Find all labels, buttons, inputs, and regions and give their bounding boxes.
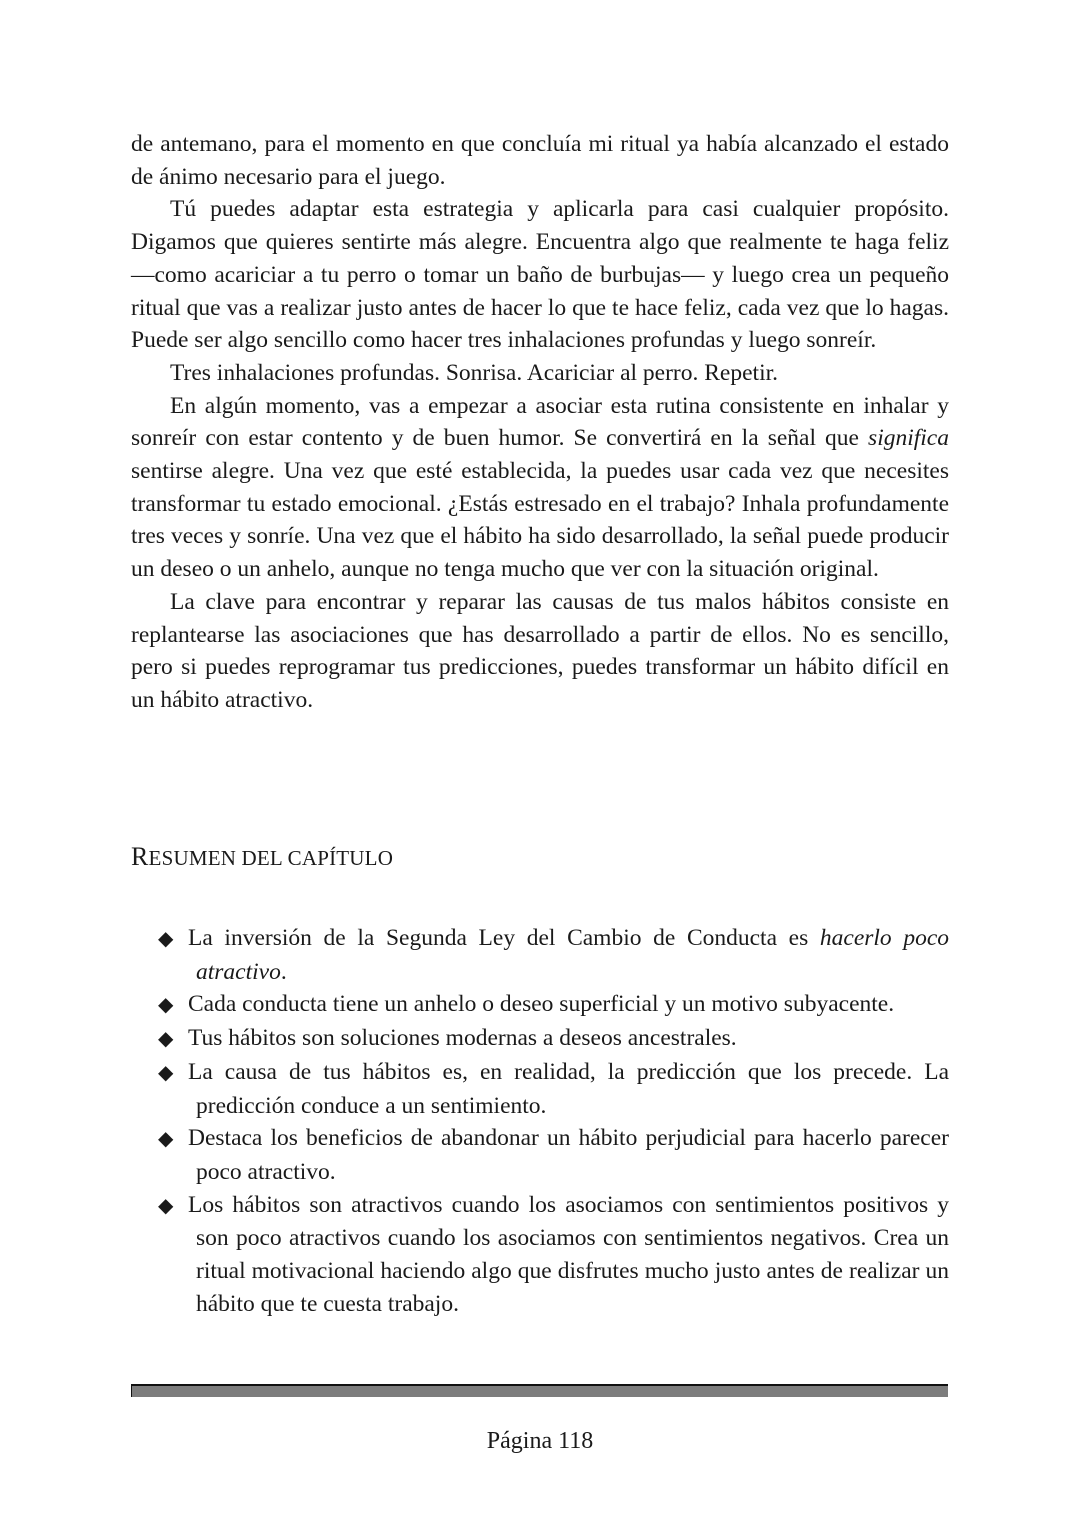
diamond-bullet-icon: ◆ <box>158 1028 174 1051</box>
item-text: La inversión de la Segunda Ley del Cambio de Conducta es <box>188 925 820 951</box>
paragraph-2: Tú puedes adaptar esta estrategia y aplicarla para casi cualquier propósito. Digamos que quieres sentirte más alegre. Encuentra algo que realmente te haga feliz —como acariciar a tu perro o tomar un baño de burbujas— y luego crea un pequeño ritual que vas a realizar justo antes de hacer lo que te hace feliz, cada vez que lo hagas. Puede ser algo sencillo como hacer tres inhalaciones profundas y luego sonreír. <box>131 196 949 354</box>
paragraph-1: de antemano, para el momento en que concluía mi ritual ya había alcanzado el estado de ánimo necesario para el juego. <box>131 131 949 190</box>
body-text <box>131 128 949 717</box>
diamond-bullet-icon: ◆ <box>158 1194 174 1217</box>
item-emphasis: hacerlo poco atractivo <box>196 925 950 985</box>
item-text: Los hábitos son atractivos cuando los asociamos con sentimientos positivos y son poco atractivos cuando los asociamos con sentimientos negativos. Crea un ritual motivacional haciendo algo que disfrutes mucho justo antes de realizar un hábito que te cuesta trabajo. <box>188 1191 949 1317</box>
item-text: Cada conducta tiene un anhelo o deseo superficial y un motivo subyacente. <box>188 991 895 1018</box>
list-item <box>158 1022 949 1056</box>
emphasis: significa <box>868 425 949 452</box>
paragraph-5: La clave para encontrar y reparar las causas de tus malos hábitos consiste en replantearse las asociaciones que has desarrollado a partir de ellos. No es sencillo, pero si puedes reprogramar tus predicciones, puedes transformar un hábito difícil en un hábito atractivo. <box>131 588 949 713</box>
item-text: Destaca los beneficios de abandonar un hábito perjudicial para hacerlo parecer poco atractivo. <box>188 1125 949 1185</box>
chapter-summary-heading <box>131 842 393 872</box>
item-text: Tus hábitos son soluciones modernas a deseos ancestrales. <box>188 1025 737 1052</box>
paragraph-4-pre: En algún momento, vas a empezar a asociar esta rutina consistente en inhalar y sonreír con estar contento y de buen humor. Se convertirá en la señal que <box>131 392 949 452</box>
list-item <box>158 922 949 988</box>
diamond-bullet-icon: ◆ <box>158 1128 174 1151</box>
diamond-bullet-icon: ◆ <box>158 994 174 1017</box>
diamond-bullet-icon: ◆ <box>158 928 174 950</box>
list-item <box>158 1189 949 1321</box>
list-item <box>158 988 949 1022</box>
heading-initial: R <box>131 842 149 871</box>
paragraph-4-post: sentirse alegre. Una vez que esté establecida, la puedes usar cada vez que necesites transformar tu estado emocional. ¿Estás estresado en el trabajo? Inhala profundamente tres veces y sonríe. Una vez que el hábito ha sido desarrollado, la señal puede producir un deseo o un anhelo, aunque no tenga mucho que ver con la situación original. <box>131 458 949 583</box>
summary-list <box>158 922 949 1320</box>
diamond-bullet-icon: ◆ <box>158 1061 174 1084</box>
item-text: La causa de tus hábitos es, en realidad, la predicción que los precede. La predicción conduce a un sentimiento. <box>188 1058 949 1119</box>
page-number: Página 118 <box>486 1428 594 1454</box>
list-item <box>158 1056 949 1122</box>
item-text-end: . <box>280 958 287 985</box>
footer-divider <box>131 1384 948 1397</box>
paragraph-4 <box>131 390 949 586</box>
paragraph-3: Tres inhalaciones profundas. Sonrisa. Acariciar al perro. Repetir. <box>170 359 779 386</box>
list-item <box>158 1122 949 1188</box>
heading-rest: ESUMEN DEL CAPÍTULO <box>148 846 394 870</box>
